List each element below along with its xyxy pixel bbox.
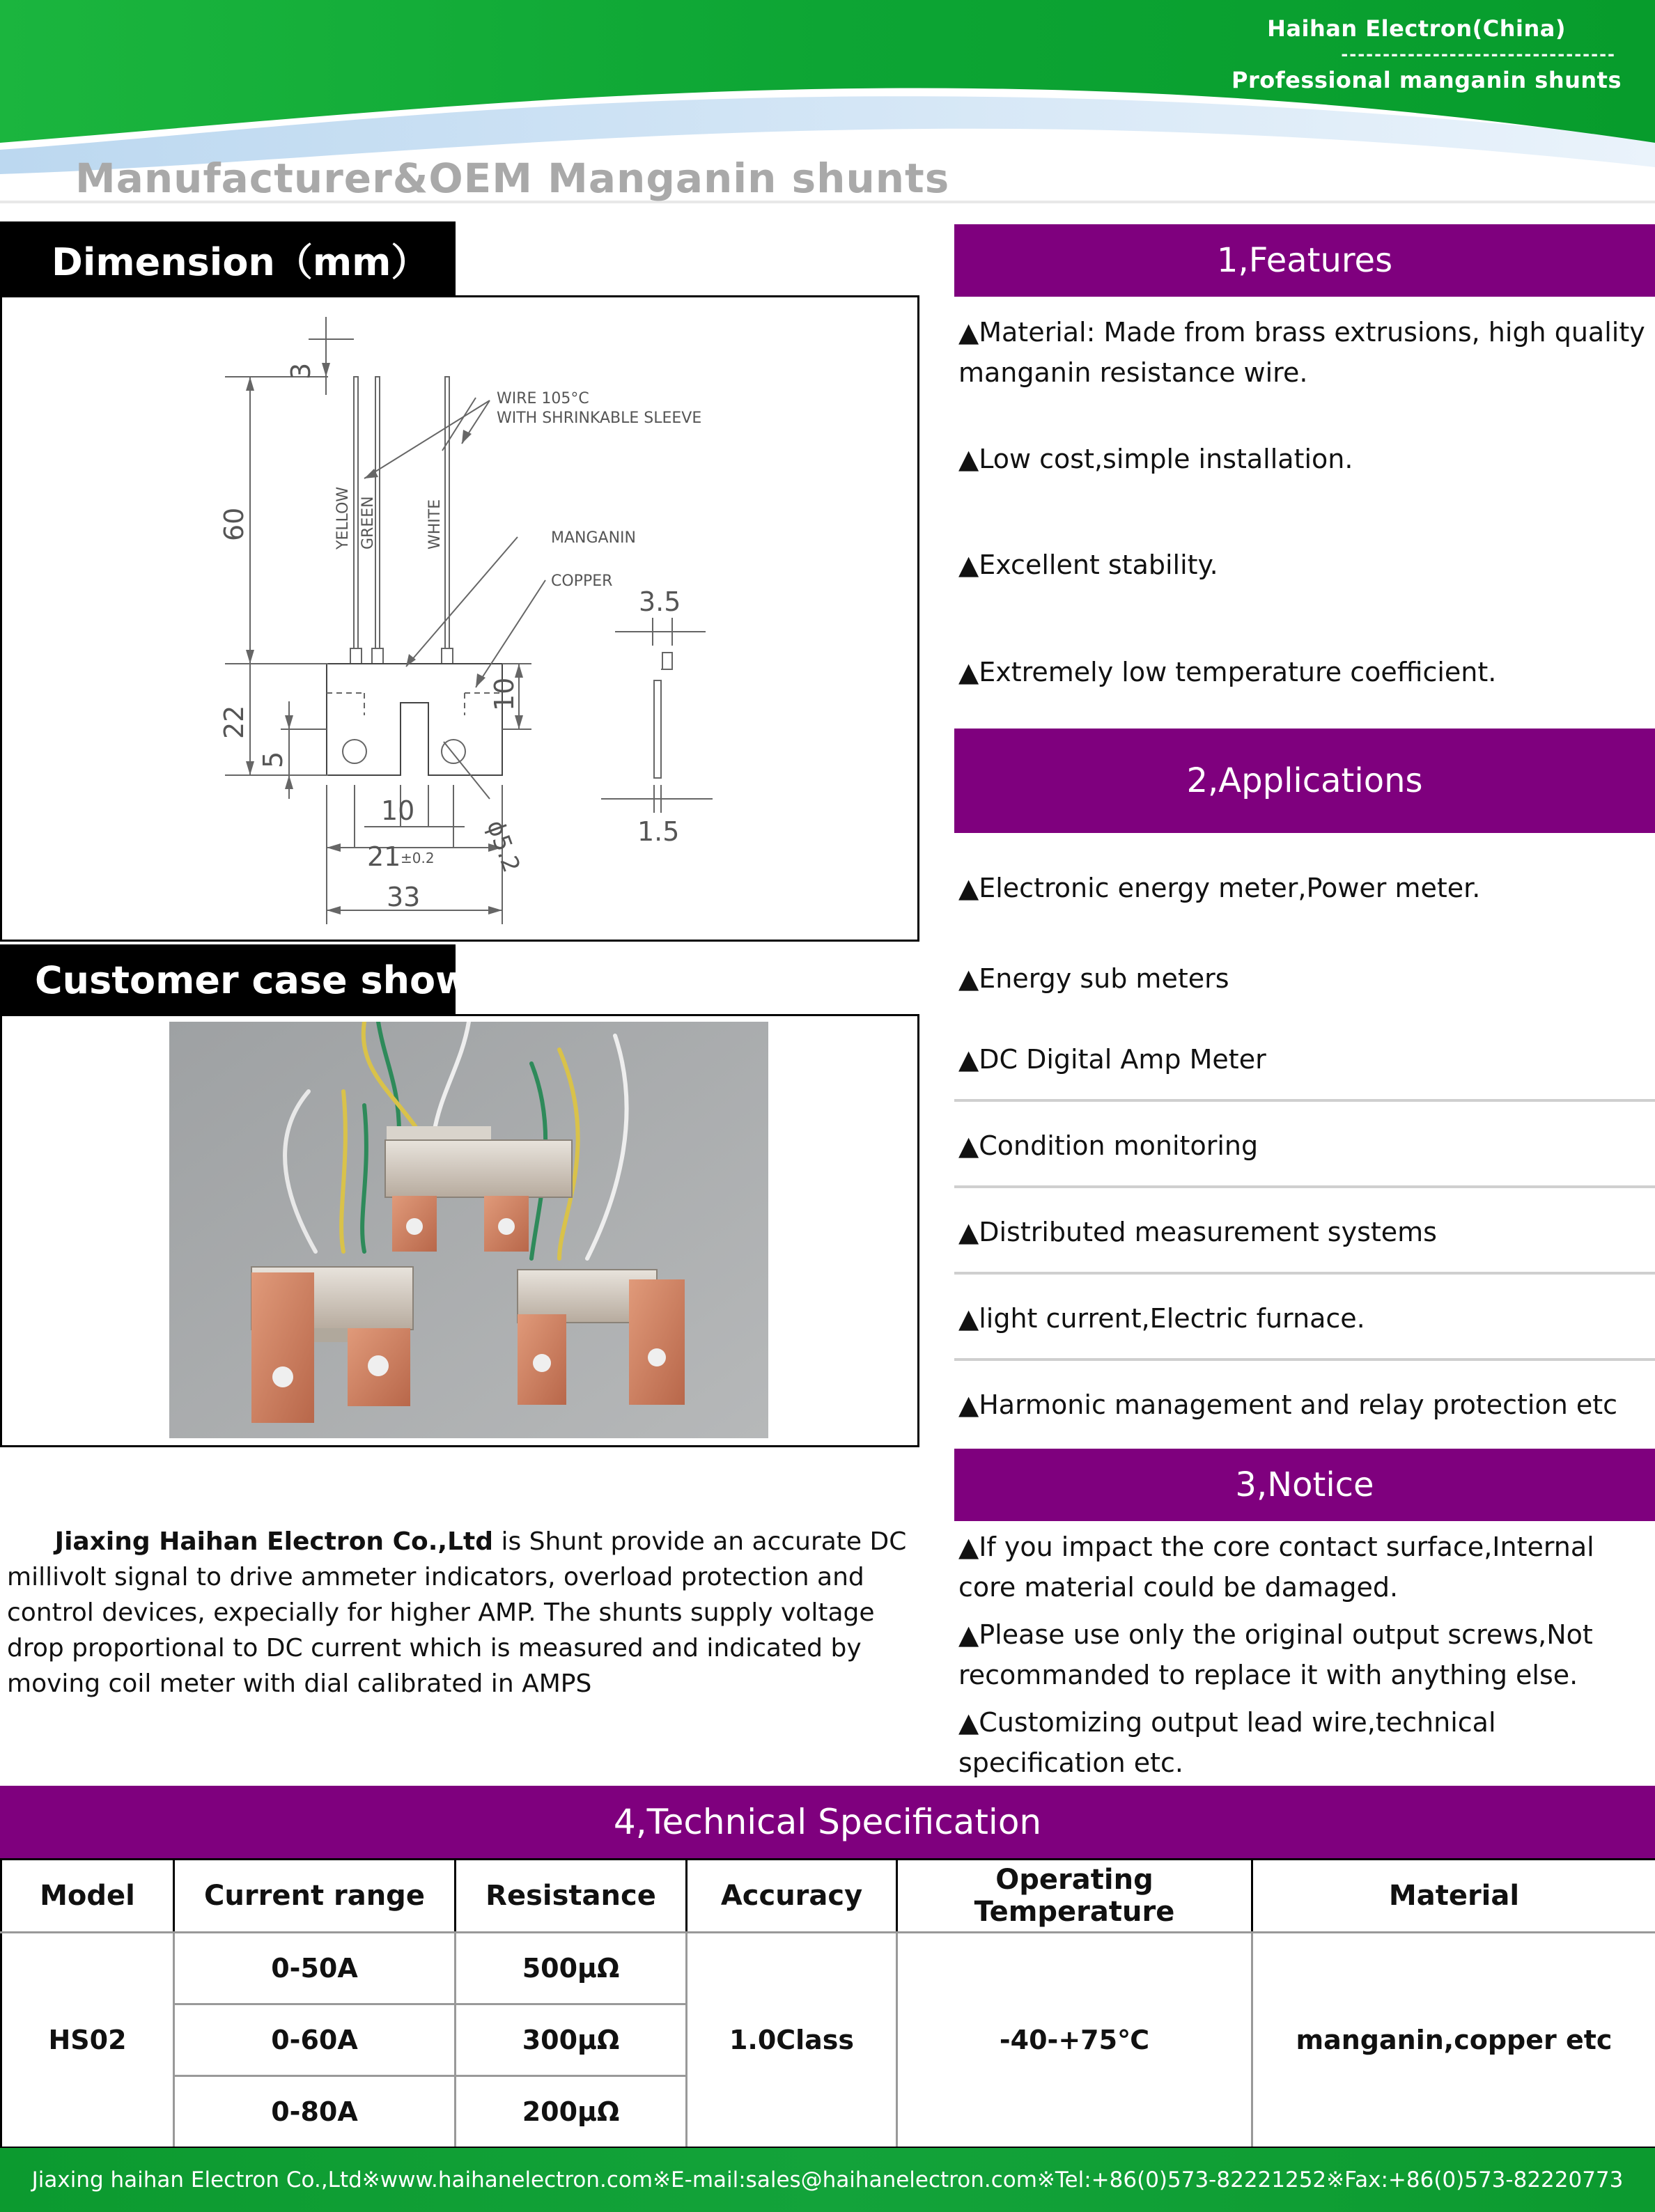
spec-table [0,1858,1655,2149]
label-green-wire: GREEN [359,496,377,550]
col-operating-temperature: Operating Temperature [897,1860,1252,1933]
cell-resistance: 200μΩ [456,2076,687,2148]
divider [954,1358,1655,1361]
brand-company-name: Haihan Electron(China) [1267,15,1566,42]
intro-text: is Shunt provide an accurate DC millivolt signal to drive ammeter indicators, overload protection and control devices, expecially for higher AMP. The shunts supply voltage drop proportional to DC current which is measured and indicated by moving coil meter with dial calibrated in AMPS [7,1527,907,1698]
application-item: ▲Electronic energy meter,Power meter. [958,873,1481,903]
application-item: ▲Distributed measurement systems [958,1217,1437,1247]
cell-accuracy: 1.0Class [687,1933,897,2148]
dim-21-tolerance: ±0.2 [401,850,435,866]
dim-10-vertical: 10 [489,677,520,711]
label-white-wire: WHITE [426,499,444,550]
cell-material: manganin,copper etc [1252,1933,1655,2148]
notice-item: ▲If you impact the core contact surface,Internal core material could be damaged. [958,1532,1594,1603]
dim-21: 21 [367,841,401,872]
dim-hole: ϕ5.2 [481,816,526,876]
dim-33: 33 [387,882,421,912]
company-intro-paragraph [7,1524,912,1701]
col-current-range: Current range [174,1860,456,1933]
brand-divider: --------------------------------- [1341,45,1616,64]
label-copper: COPPER [551,573,613,590]
label-manganin: MANGANIN [551,529,636,547]
dim-3: 3 [286,362,316,380]
notice-heading: 3,Notice [954,1449,1655,1521]
divider [954,1272,1655,1275]
application-item: ▲Condition monitoring [958,1130,1259,1161]
application-item: ▲light current,Electric furnace. [958,1303,1365,1334]
dim-60: 60 [219,507,249,541]
notice-item: ▲Customizing output lead wire,technical specification etc. [958,1707,1496,1778]
dimension-drawing-frame [0,295,919,942]
applications-heading: 2,Applications [954,729,1655,833]
col-model: Model [1,1860,174,1933]
application-item: ▲Harmonic management and relay protection etc [958,1389,1618,1420]
divider [954,1099,1655,1102]
col-accuracy: Accuracy [687,1860,897,1933]
cell-current: 0-50A [174,1933,456,2004]
feature-item: ▲Material: Made from brass extrusions, high quality manganin resistance wire. [958,317,1645,388]
feature-item: ▲Low cost,simple installation. [958,444,1353,474]
spec-header-row [1,1860,1655,1933]
notice-item: ▲Please use only the original output screws,Not recommanded to replace it with anything else. [958,1619,1593,1690]
intro-company-name: Jiaxing Haihan Electron Co.,Ltd [54,1527,494,1556]
application-item: ▲Energy sub meters [958,963,1229,994]
cell-model: HS02 [1,1933,174,2148]
dimension-drawing [2,297,917,940]
label-wire-line2: WITH SHRINKABLE SLEEVE [497,410,702,427]
customer-case-tab-heading: Customer case show [0,944,456,1015]
feature-item: ▲Extremely low temperature coefficient. [958,657,1497,687]
dim-22: 22 [219,705,249,739]
feature-item: ▲Excellent stability. [958,550,1218,580]
dim-5: 5 [258,751,288,768]
brand-tagline: Professional manganin shunts [1231,67,1622,93]
col-resistance: Resistance [456,1860,687,1933]
cell-current: 0-60A [174,2004,456,2076]
cell-temperature: -40-+75℃ [897,1933,1252,2148]
cell-resistance: 500μΩ [456,1933,687,2004]
shunt-photo [169,1022,768,1438]
customer-photo-frame [0,1014,919,1447]
features-heading: 1,Features [954,224,1655,297]
spec-heading: 4,Technical Specification [0,1786,1655,1858]
cell-current: 0-80A [174,2076,456,2148]
cell-resistance: 300μΩ [456,2004,687,2076]
divider [954,1185,1655,1188]
label-wire-line1: WIRE 105°C [497,390,589,407]
dim-10-horizontal: 10 [381,795,415,826]
label-yellow-wire: YELLOW [334,486,352,550]
page-title: Manufacturer&OEM Manganin shunts [75,155,950,202]
dimension-tab-heading: Dimension（mm） [0,221,456,297]
application-item: ▲DC Digital Amp Meter [958,1044,1266,1075]
col-material: Material [1252,1860,1655,1933]
dim-1-5: 1.5 [637,816,680,847]
footer-contact-bar: Jiaxing haihan Electron Co.,Ltd※www.haihanelectron.com※E-mail:sales@haihanelectron.com※Tel:+86(0)573-82221252※Fax:+86(0)573-82220773 [0,2148,1655,2212]
table-row [1,1933,1655,2004]
dim-3-5: 3.5 [639,586,681,617]
